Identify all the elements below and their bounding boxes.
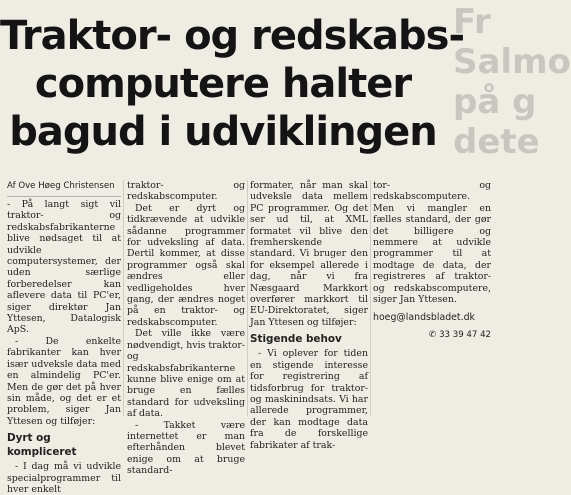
article-column-3 [250,180,368,451]
article-column-2 [127,180,245,477]
body-paragraph: traktor- og redskabscomputer. [127,180,245,203]
body-paragraph: Det ville ikke være nødvendigt, hvis traktor- og redskabsfabrikanterne kunne blive enige om at bruge en fælles standard for udveksling af data. [127,328,245,420]
headline-line: computere halter [34,61,412,107]
byline: Af Ove Høeg Christensen [7,180,121,197]
section-subheading: Dyrt og kompliceret [7,432,77,459]
column-divider [123,180,124,416]
body-paragraph: tor- og redskabscomputere. Men vi mangler en fælles standard, der gør det billigere og nemmere at udvikle programmer til at modtage de data, der registreres af traktor- og redskabscomputere, siger Jan Yttesen. [373,180,491,306]
body-paragraph: - I dag må vi udvikle specialprogrammer til hver enkelt [7,461,121,495]
adjacent-headline-fragment: Salmo [453,42,571,82]
column-body [127,180,245,477]
column-body [7,199,121,495]
column-divider [370,180,371,416]
article-headline [0,12,465,156]
headline-line: bagud i udviklingen [9,109,437,155]
article-column-4 [373,180,491,341]
body-paragraph: - På langt sigt vil traktor- og redskabsfabrikanterne blive nødsaget til at udvikle computersystemer, der uden særlige forberedelser kan aflevere data til PC'er, siger direktør Jan Yttesen, Datalogisk ApS. [7,199,121,336]
body-paragraph: - Takket være internettet er man efterhånden blevet enige om at bruge standard- [127,419,245,477]
article-column-1 [7,180,121,495]
author-phone [373,330,491,341]
adjacent-headline-fragment: dete [453,122,540,162]
adjacent-article-fragment [453,2,571,162]
body-paragraph: formater, når man skal udveksle data mellem PC programmer. Og det ser ud til, at XML formatet vil blive den fremherskende standard. Vi bruger den for eksempel allerede i dag, når vi fra Næsgaard Markkort overfører markkort til EU-Direktoratet, siger Jan Yttesen og tilføjer: [250,180,368,328]
headline-line: Traktor- og redskabs- [0,13,465,59]
author-email[interactable]: hoeg@landsbladet.dk [373,312,475,324]
adjacent-headline-fragment: på g [453,82,537,122]
telephone-icon: ✆ [428,329,437,340]
body-paragraph: - De enkelte fabrikanter kan hver især udveksle data med en almindelig PC'er. Men de gør det på hver sin måde, og det er et problem, siger Jan Yttesen og tilføjer: [7,335,121,427]
column-body [250,180,368,451]
adjacent-headline-fragment: Fr [453,2,491,42]
phone-number: 33 39 47 42 [439,329,491,340]
section-subheading: Stigende behov [250,333,342,346]
body-paragraph: Det er dyrt og tidkrævende at udvikle sådanne programmer for udveksling af data. Dertil kommer, at disse programmer også skal ændres eller vedligeholdes hver gang, der ændres noget på en traktor- og redskabscomputer. [127,202,245,328]
column-divider [247,180,248,416]
column-body [373,180,491,305]
body-paragraph: - Vi oplever for tiden en stigende interesse for registrering af tidsforbrug for traktor- og maskinindsats. Vi har allerede programmer, der kan modtage data fra de forskellige fabrikater af trak- [250,348,368,451]
